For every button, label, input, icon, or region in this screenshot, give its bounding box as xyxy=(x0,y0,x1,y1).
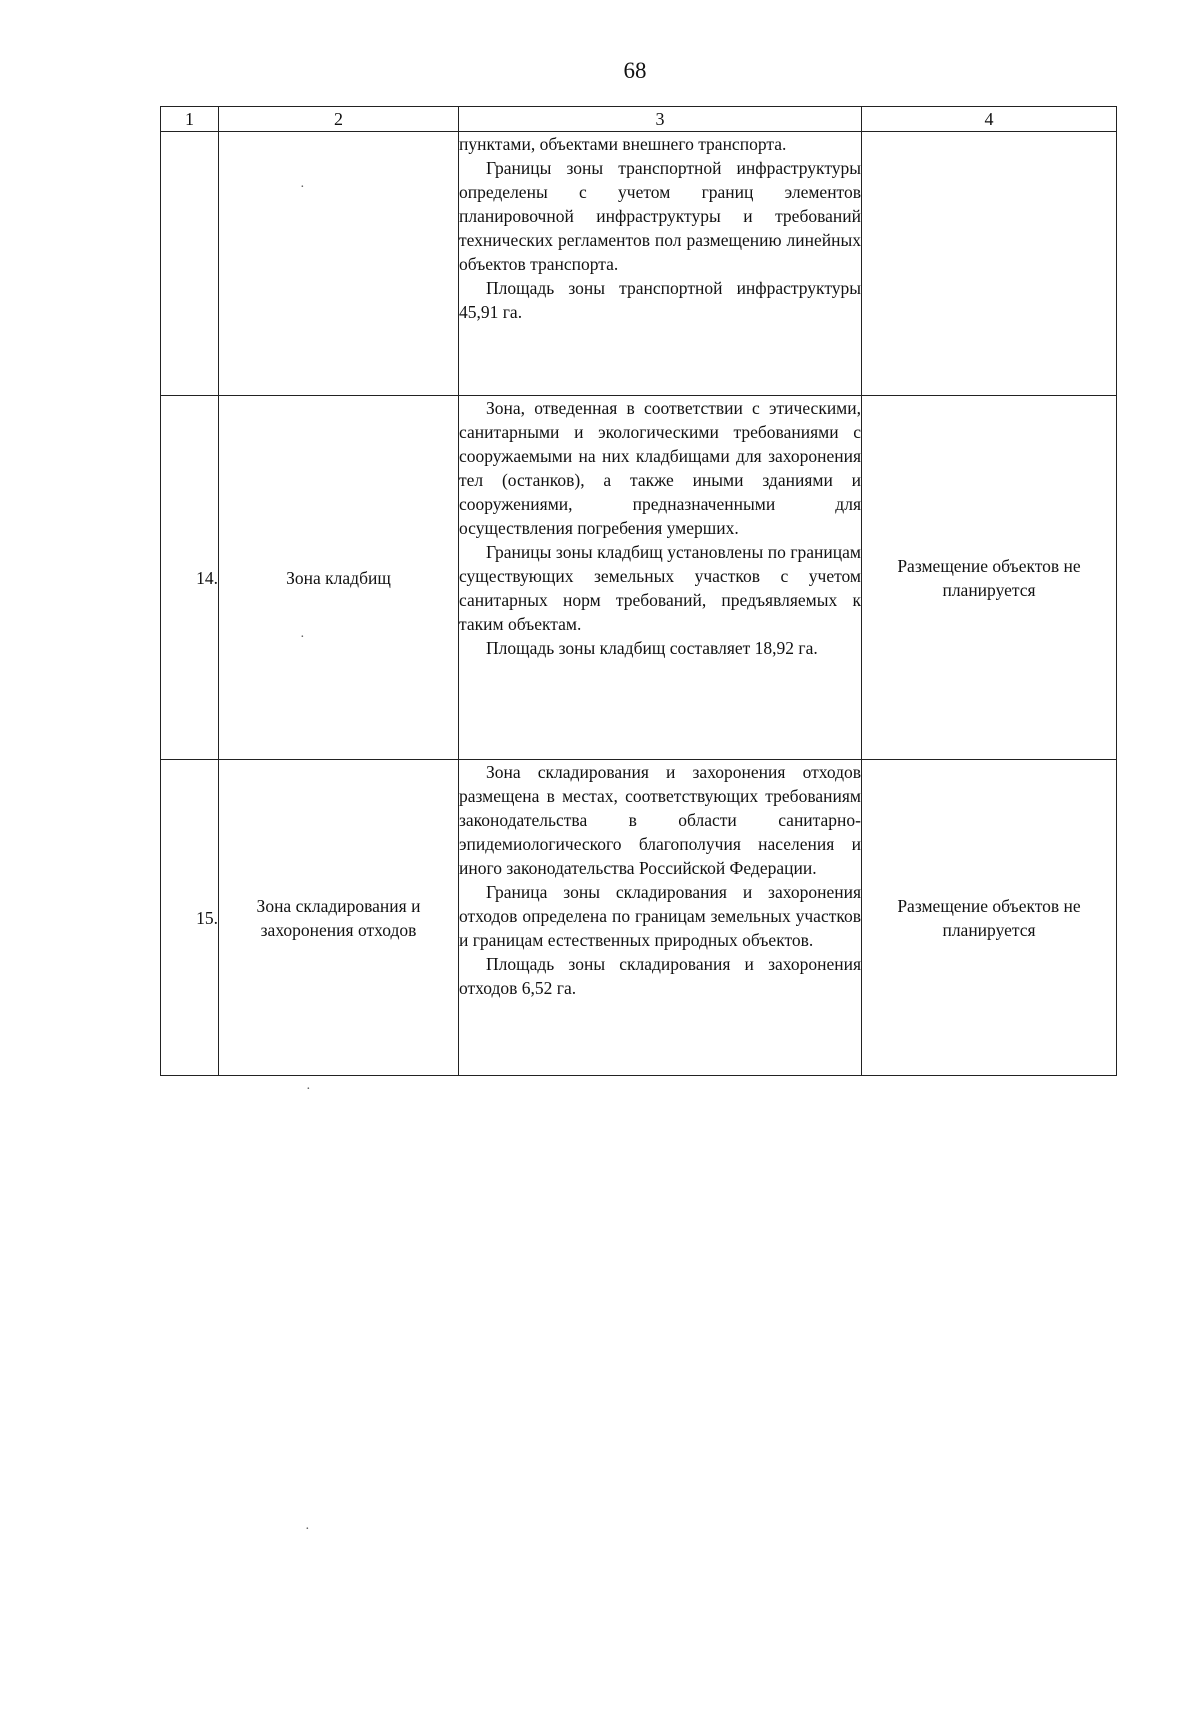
description-paragraph: Зона складирования и захоронения отходов размещена в местах, соответствующих требованиям законодательства в области санитарно-эпидемиологического благополучия населения и иного законодательства Российской Федерации. xyxy=(459,762,861,878)
planned-objects xyxy=(862,132,1117,396)
zone-description xyxy=(459,396,862,760)
table-row xyxy=(161,132,1117,396)
zone-name: Зона складирования и захоронения отходов xyxy=(219,760,459,1076)
row-number: 15. xyxy=(161,760,219,1076)
table-header-row xyxy=(161,107,1117,132)
row-number: 14. xyxy=(161,396,219,760)
scan-speck: · xyxy=(306,1082,311,1097)
planned-objects: Размещение объектов не планируется xyxy=(862,760,1117,1076)
column-header-3: 3 xyxy=(459,107,862,132)
scan-speck: · xyxy=(300,630,305,645)
description-paragraph: Границы зоны кладбищ установлены по границам существующих земельных участков с учетом санитарных норм требований, предъявляемых к таким объектам. xyxy=(459,542,861,634)
zone-name: Зона кладбищ xyxy=(219,396,459,760)
column-header-4: 4 xyxy=(862,107,1117,132)
description-paragraph: пунктами, объектами внешнего транспорта. xyxy=(459,134,787,154)
description-paragraph: Площадь зоны складирования и захоронения отходов 6,52 га. xyxy=(459,954,861,998)
zone-name xyxy=(219,132,459,396)
zone-description xyxy=(459,132,862,396)
description-paragraph: Граница зоны складирования и захоронения отходов определена по границам земельных участков и границам естественных природных объектов. xyxy=(459,882,861,950)
zones-table xyxy=(160,106,1117,1076)
description-paragraph: Границы зоны транспортной инфраструктуры определены с учетом границ элементов планировочной инфраструктуры и требований технических регламентов пол размещению линейных объектов транспорта. xyxy=(459,158,861,274)
description-paragraph: Зона, отведенная в соответствии с этическими, санитарными и экологическими требованиями с сооружаемыми на них кладбищами для захоронения тел (останков), а также иными зданиями и сооружениями, предназначенными для осуществления погребения умерших. xyxy=(459,398,861,538)
column-header-2: 2 xyxy=(219,107,459,132)
page-number: 68 xyxy=(623,58,647,83)
row-number xyxy=(161,132,219,396)
table-row xyxy=(161,760,1117,1076)
scan-speck: · xyxy=(300,180,305,195)
column-header-1: 1 xyxy=(161,107,219,132)
zone-description xyxy=(459,760,862,1076)
scan-speck: · xyxy=(305,1522,310,1537)
description-paragraph: Площадь зоны кладбищ составляет 18,92 га. xyxy=(486,638,818,658)
table-row xyxy=(161,396,1117,760)
description-paragraph: Площадь зоны транспортной инфраструктуры 45,91 га. xyxy=(459,278,861,322)
planned-objects: Размещение объектов не планируется xyxy=(862,396,1117,760)
